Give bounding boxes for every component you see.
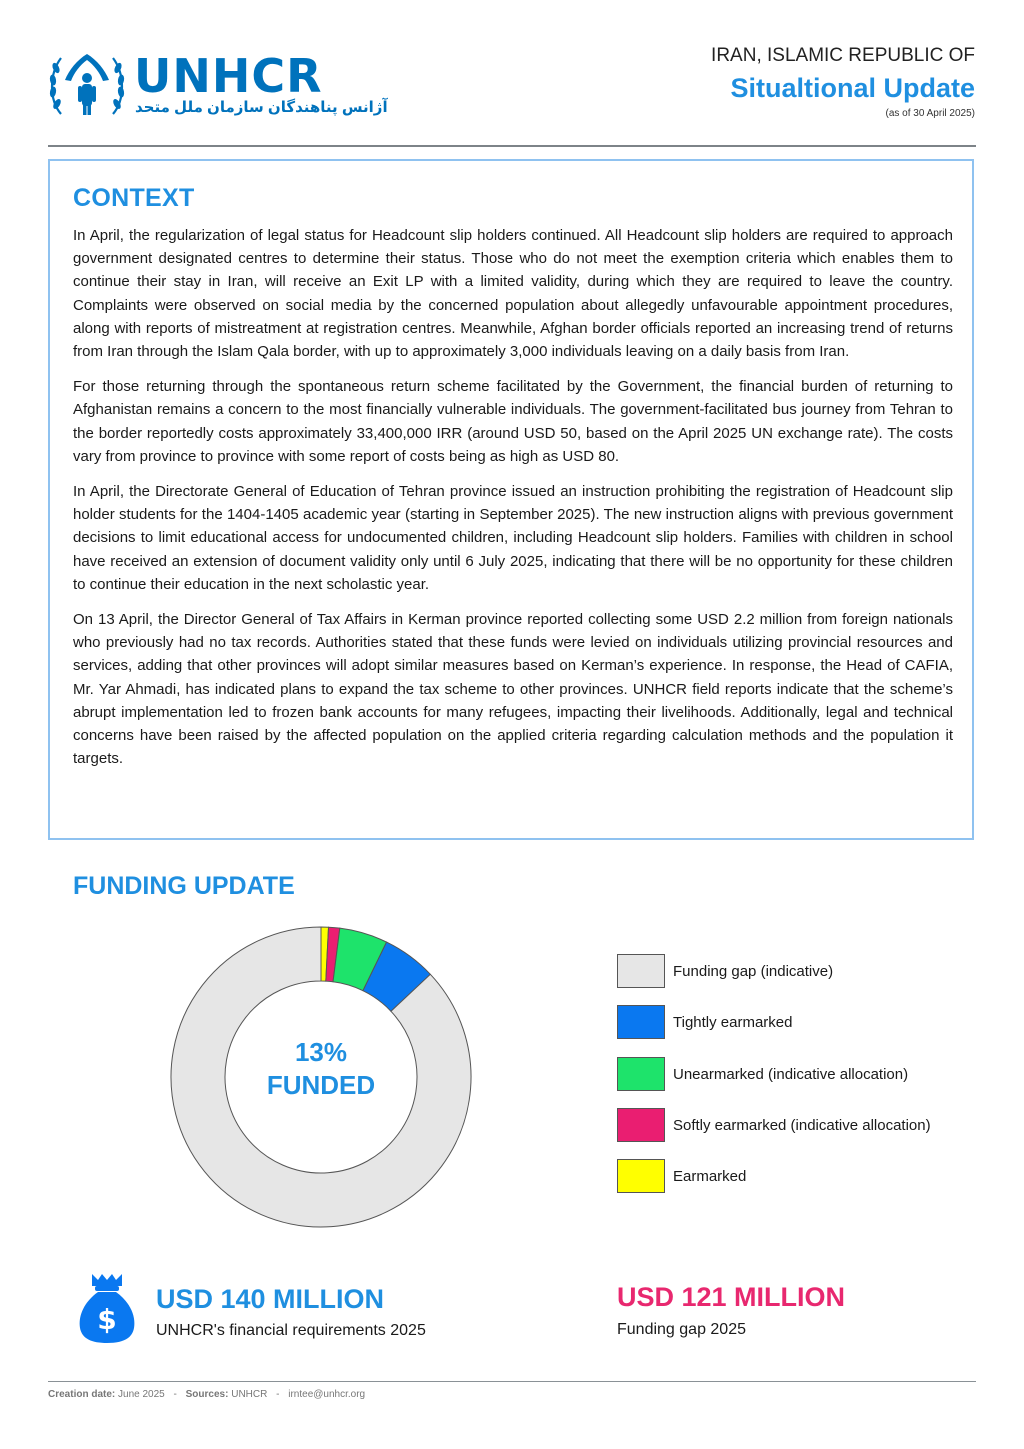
header-divider [48, 145, 976, 147]
sources-label: Sources: [185, 1389, 229, 1400]
logo-subtext: آژانس پناهندگان سازمان ملل متحد [135, 99, 388, 116]
legend-label: Earmarked [673, 1168, 747, 1186]
context-paragraph: In April, the Directorate General of Education of Tehran province issued an instruction prohibiting the registration of Headcount slip holder students for the 1404-1405 academic year (starting in September 2025). The new instruction aligns with previous government decisions to limit educational access for undocumented children, including Headcount slip holders. Families with children in school have received an extension of document validity only until 6 July 2025, indicating that there will be no opportunity for these children to continue their education in the next scholastic year. [73, 483, 953, 593]
legend-label: Tightly earmarked [673, 1014, 793, 1032]
report-date: (as of 30 April 2025) [885, 108, 975, 119]
legend-swatch [617, 1108, 665, 1142]
legend-label: Funding gap (indicative) [673, 963, 834, 980]
context-paragraph: In April, the regularization of legal status for Headcount slip holders continued. All Headcount slip holders are required to approach government designated centres to determine their status. Those who do not meet the exemption criteria which enables them to continue their stay in Iran, will receive an Exit LP with a limited validity, during which they are required to leave the country. Complaints were observed on social media by the concerned population about allegedly unfavourable appointment procedures, along with reports of mistreatment at registration centres. Meanwhile, Afghan border officials reported an increasing trend of returns from Iran through the Islam Qala border, with up to approximately 3,000 individuals leaving on a daily basis from Iran. [73, 227, 953, 361]
context-body [73, 224, 953, 782]
legend-label: Unearmarked (indicative allocation) [673, 1065, 909, 1083]
context-heading: CONTEXT [73, 184, 195, 212]
sources-value: UNHCR [231, 1389, 268, 1400]
logo-wordmark: UNHCR [134, 49, 323, 103]
legend-swatch [617, 1057, 665, 1091]
gap-amount: USD 121 MILLION [617, 1282, 846, 1312]
funded-label: FUNDED [266, 1070, 376, 1100]
legend-swatch [617, 1159, 665, 1193]
creation-date-value: June 2025 [118, 1389, 165, 1400]
legend-swatch [617, 954, 665, 988]
contact-email[interactable]: irntee@unhcr.org [288, 1389, 366, 1400]
footer-separator: - [276, 1389, 280, 1400]
country-name: IRAN, ISLAMIC REPUBLIC OF [711, 45, 975, 66]
report-title: Situaltional Update [730, 73, 975, 103]
footer-separator: - [173, 1389, 177, 1400]
unhcr-logo [47, 49, 388, 126]
unhcr-emblem-icon [47, 50, 127, 120]
donut-center-label [170, 1036, 472, 1102]
funded-percent: 13% [294, 1037, 348, 1067]
context-paragraph: On 13 April, the Director General of Tax Affairs in Kerman province reported collecting some USD 2.2 million from foreign nationals who previously had no tax records. Authorities stated that these funds were levied on individuals utilizing provincial resources and services, adding that other provinces will adopt similar measures based on Kerman’s experience. In response, the Head of CAFIA, Mr. Yar Ahmadi, has indicated plans to expand the tax scheme to other provinces. UNHCR field reports indicate that the scheme’s abrupt implementation led to frozen bank accounts for many refugees, impacting their livelihoods. Additionally, legal and technical concerns have been raised by the affected population on the applied criteria regarding calculation methods and the population it targets. [73, 611, 953, 768]
legend-label: Softly earmarked (indicative allocation) [673, 1116, 931, 1134]
requirements-label: UNHCR's financial requirements 2025 [156, 1322, 426, 1339]
funding-heading: FUNDING UPDATE [73, 872, 295, 900]
money-bag-icon [78, 1272, 136, 1344]
footer [48, 1388, 365, 1402]
context-paragraph: For those returning through the spontaneous return scheme facilitated by the Government, the financial burden of returning to Afghanistan remains a concern to the most financially vulnerable individuals. The government-facilitated bus journey from Tehran to the border reportedly costs approximately 33,400,000 IRR (around USD 50, based on the April 2025 UN exchange rate). The costs vary from province to province with some report of costs being as high as USD 80. [73, 378, 953, 465]
requirements-amount: USD 140 MILLION [156, 1284, 385, 1314]
creation-date-label: Creation date: [48, 1389, 116, 1400]
footer-divider [48, 1381, 976, 1382]
header-info [711, 44, 975, 121]
svg-text:$: $ [97, 1303, 117, 1336]
gap-label: Funding gap 2025 [617, 1321, 746, 1338]
legend-swatch [617, 1005, 665, 1039]
